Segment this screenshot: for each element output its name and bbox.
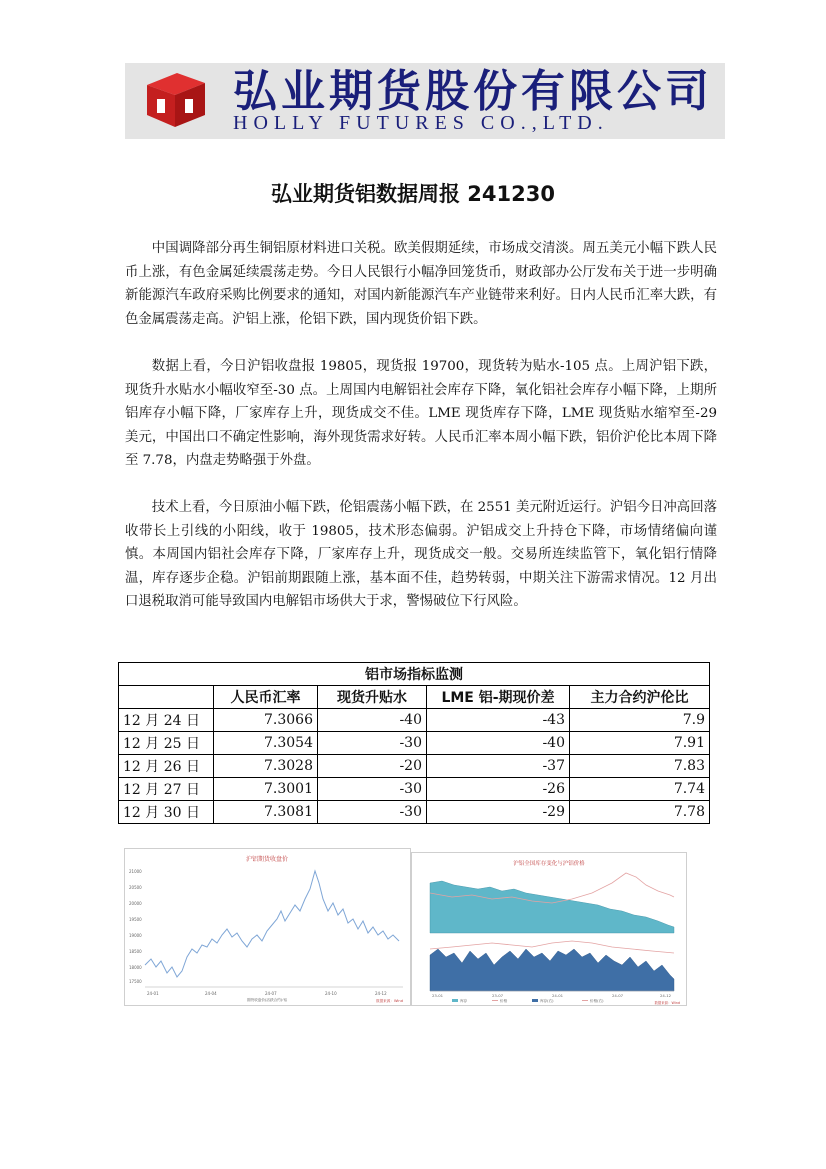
paragraph-technical: 技术上看，今日原油小幅下跌，伦铝震荡小幅下跌，在 2551 美元附近运行。沪铝今日冲高回落收带长上引线的小阳线，收于 19805，技术形态偏弱。沪铝成交上升持仓下降，市场情绪偏向谨慎。本周国内铝社会库存下降，厂家库存上升，现货成交一般。交易所连续监管下，氧化铝行情降温，库存逐步企稳。沪铝前期跟随上涨，基本面不佳，趋势转弱，中期关注下游需求情况。12 月出口退税取消可能导致国内电解铝市场供大于求，警惕破位下行风险。 (125, 500, 717, 609)
cell-lme-spread: -43 (427, 709, 570, 732)
chart1-ytick: 18500 (129, 949, 142, 954)
chart1-ytick: 21000 (129, 869, 142, 874)
cell-spot-premium: -40 (318, 709, 427, 732)
cell-fx-rate: 7.3028 (214, 755, 318, 778)
company-logo-icon (141, 69, 211, 131)
chart1-source: 数据来源：Wind (375, 999, 403, 1003)
table-row (119, 709, 710, 732)
cell-lme-spread: -40 (427, 732, 570, 755)
cell-date: 12 月 26 日 (119, 755, 214, 778)
chart2-legend-item: 库存(右) (540, 999, 554, 1003)
chart2-xtick: 24-07 (612, 993, 624, 998)
company-name-cn: 弘业期货股份有限公司 (233, 66, 713, 117)
cell-lme-spread: -29 (427, 801, 570, 824)
chart1-yaxis (129, 869, 142, 984)
cell-fx-rate: 7.3054 (214, 732, 318, 755)
market-indicator-table (118, 662, 710, 824)
chart1-svg (125, 849, 410, 1005)
chart1-ytick: 19500 (129, 917, 142, 922)
chart2-title: 沪铝全国库存变化与沪铝价格 (513, 861, 585, 867)
chart1-title: 沪铝期货收盘价 (245, 856, 289, 863)
cell-spot-premium: -30 (318, 801, 427, 824)
chart1-xticks (147, 991, 387, 996)
chart2-legend-item: 价格 (500, 999, 508, 1003)
chart1-ytick: 19000 (129, 933, 142, 938)
header-lme-spread: LME 铝-期现价差 (427, 686, 570, 709)
chart2-xtick: 24-01 (552, 993, 564, 998)
paragraph-macro: 中国调降部分再生铜铝原材料进口关税。欧美假期延续，市场成交清淡。周五美元小幅下跌人民币上涨，有色金属延续震荡走势。今日人民银行小幅净回笼货币，财政部办公厅发布关于进一步明确新能源汽车政府采购比例要求的通知，对国内新能源汽车产业链带来利好。日内人民币汇率大跌，有色金属震荡走高。沪铝上涨，伦铝下跌，国内现货价铝下跌。 (125, 241, 717, 327)
chart1-xtick: 24-07 (265, 991, 277, 996)
cell-date: 12 月 24 日 (119, 709, 214, 732)
report-title: 弘业期货铝数据周报 241230 (271, 182, 555, 206)
cell-date: 12 月 30 日 (119, 801, 214, 824)
chart2-xticks (432, 993, 672, 998)
chart2-source: 数据来源：Wind (654, 1001, 680, 1005)
chart2-legend-item: 价格(右) (590, 999, 604, 1003)
chart-aluminium-inventory-price (411, 852, 687, 1006)
cell-spot-premium: -30 (318, 732, 427, 755)
chart2-top-area (430, 881, 674, 933)
cell-lme-spread: -26 (427, 778, 570, 801)
chart1-ytick: 20500 (129, 885, 142, 890)
chart1-price-line (145, 871, 399, 977)
cell-spot-premium: -30 (318, 778, 427, 801)
table-header-row (119, 686, 710, 709)
chart1-xtick: 24-01 (147, 991, 159, 996)
chart2-legend (452, 998, 604, 1003)
chart2-svg (412, 853, 686, 1005)
cell-fx-rate: 7.3066 (214, 709, 318, 732)
cell-ratio: 7.91 (570, 732, 710, 755)
cell-date: 12 月 25 日 (119, 732, 214, 755)
table-row (119, 778, 710, 801)
chart1-ytick: 20000 (129, 901, 142, 906)
table-caption: 铝市场指标监测 (119, 663, 710, 686)
header-shfe-lme-ratio: 主力合约沪伦比 (570, 686, 710, 709)
cell-fx-rate: 7.3081 (214, 801, 318, 824)
table-row (119, 732, 710, 755)
cell-date: 12 月 27 日 (119, 778, 214, 801)
chart1-ytick: 18000 (129, 965, 142, 970)
header-spot-premium: 现货升贴水 (318, 686, 427, 709)
header-fx-rate: 人民币汇率 (214, 686, 318, 709)
chart2-xtick: 23-01 (432, 993, 444, 998)
chart1-xtick: 24-12 (375, 991, 387, 996)
cell-ratio: 7.74 (570, 778, 710, 801)
chart1-legend: 期货收盘价(活跃合约):铝 (247, 998, 287, 1002)
table-row (119, 755, 710, 778)
chart2-legend-item: 库存 (460, 999, 468, 1003)
cell-fx-rate: 7.3001 (214, 778, 318, 801)
chart2-xtick: 23-07 (492, 993, 504, 998)
company-name-en: HOLLY FUTURES CO.,LTD. (233, 112, 609, 134)
table-row (119, 801, 710, 824)
cell-spot-premium: -20 (318, 755, 427, 778)
chart1-ytick: 17500 (129, 979, 142, 984)
chart2-bottom-area (430, 949, 674, 991)
chart2-legend-swatch (452, 999, 458, 1002)
chart1-xtick: 24-04 (205, 991, 217, 996)
header-date (119, 686, 214, 709)
cell-ratio: 7.78 (570, 801, 710, 824)
chart2-legend-swatch (532, 999, 538, 1002)
chart2-xtick: 24-12 (660, 993, 672, 998)
company-logo-banner (125, 63, 725, 139)
paragraph-data: 数据上看，今日沪铝收盘报 19805，现货报 19700，现货转为贴水-105 点。上周沪铝下跌，现货升水贴水小幅收窄至-30 点。上周国内电解铝社会库存下降，氧化铝社会库存小幅下降，上期所铝库存小幅下降，厂家库存上升，现货成交不佳。LME 现货库存下降，LME 现货贴水缩窄至-29 美元，中国出口不确定性影响，海外现货需求好转。人民币汇率本周小幅下跌，铝价沪伦比本周下降至 7.78，内盘走势略强于外盘。 (125, 359, 717, 468)
chart2-bottom-price-line (430, 941, 674, 953)
cell-ratio: 7.9 (570, 709, 710, 732)
cell-lme-spread: -37 (427, 755, 570, 778)
chart1-xtick: 24-10 (325, 991, 337, 996)
chart-shfe-aluminium-price (124, 848, 411, 1006)
cell-ratio: 7.83 (570, 755, 710, 778)
